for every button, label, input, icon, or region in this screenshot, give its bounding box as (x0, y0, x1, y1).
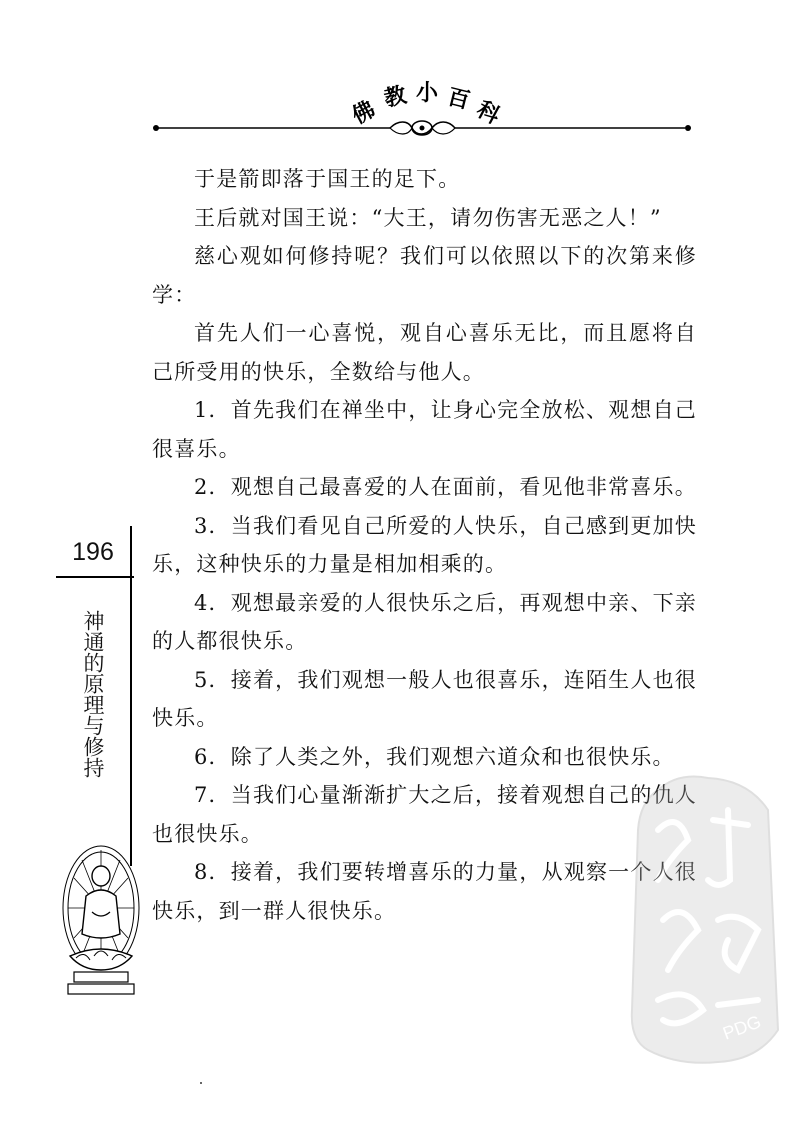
scan-speck (200, 1082, 202, 1084)
paragraph: 7．当我们心量渐渐扩大之后，接着观想自己的仇人也很快乐。 (152, 783, 697, 846)
header-char: 教 (381, 81, 409, 112)
page-number-rule (56, 576, 134, 578)
paragraph: 6．除了人类之外，我们观想六道众和也很快乐。 (194, 744, 675, 769)
paragraph: 8．接着，我们要转增喜乐的力量，从观察一个人很快乐，到一群人很快乐。 (152, 860, 697, 923)
header-char: 小 (416, 80, 439, 106)
paragraph: 于是箭即落于国王的足下。 (194, 167, 461, 191)
paragraph: 2．观想自己最喜爱的人在面前，看见他非常喜乐。 (194, 475, 697, 499)
paragraph: 1．首先我们在禅坐中，让身心完全放松、观想自己很喜乐。 (152, 398, 697, 461)
header-ornament (150, 116, 695, 140)
page-number: 196 (72, 538, 114, 566)
paragraph: 慈心观如何修持呢？我们可以依照以下的次第来修学： (152, 244, 697, 307)
header-char: 百 (444, 83, 473, 115)
library-seal-watermark (618, 770, 788, 1070)
buddha-figure-icon (60, 838, 142, 998)
paragraph: 3．当我们看见自己所爱的人快乐，自己感到更加快乐，这种快乐的力量是相加相乘的。 (152, 513, 697, 576)
header-char: 科 (472, 96, 505, 130)
book-title-vertical: 神通的原理与修持 (81, 610, 105, 778)
seal-stamp-icon (618, 770, 788, 1070)
watermark-label: PDG (720, 1011, 764, 1044)
header-char: 佛 (347, 96, 380, 130)
paragraph: 王后就对国王说：“大王，请勿伤害无恶之人！” (194, 205, 662, 230)
paragraph: 首先人们一心喜悦，观自心喜乐无比，而且愿将自己所受用的快乐，全数给与他人。 (152, 321, 697, 384)
margin-vertical-rule (130, 526, 132, 866)
body-text (152, 160, 697, 930)
paragraph: 4．观想最亲爱的人很快乐之后，再观想中亲、下亲的人都很快乐。 (152, 590, 697, 653)
paragraph: 5．接着，我们观想一般人也很喜乐，连陌生人也很快乐。 (152, 667, 697, 730)
